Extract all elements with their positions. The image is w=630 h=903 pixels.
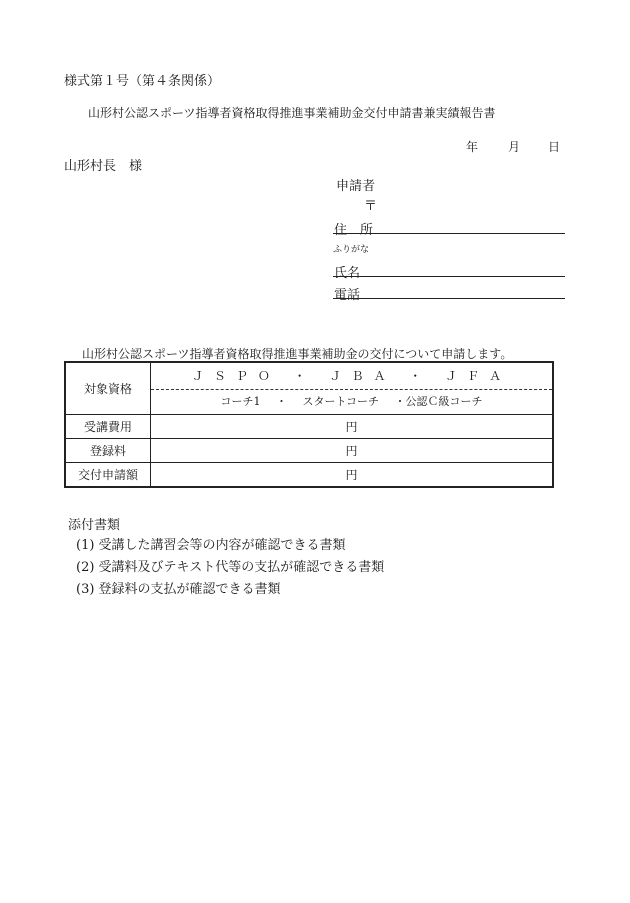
address-label: 住 所 (334, 223, 374, 238)
grant-amount-field[interactable] (151, 463, 554, 488)
form-number: 様式第１号（第４条関係） (64, 74, 221, 89)
table-row (65, 415, 553, 439)
unit-yen: 円 (345, 444, 358, 458)
course-separator: ・ (275, 395, 287, 408)
qualification-row (65, 362, 553, 415)
date-day: 日 (548, 140, 561, 154)
row-label-course-fee: 受講費用 (65, 415, 151, 439)
course-coach1[interactable]: コーチ1 (220, 395, 261, 408)
address-field[interactable] (333, 233, 565, 234)
date-month: 月 (508, 140, 521, 154)
registration-fee-field[interactable] (151, 439, 554, 463)
name-label: 氏名 (334, 266, 361, 281)
document-title: 山形村公認スポーツ指導者資格取得推進事業補助金交付申請書兼実績報告書 (88, 106, 496, 120)
applicant-header: 申請者 (336, 179, 376, 194)
attachment-item: (2) 受講料及びテキスト代等の支払が確認できる書類 (76, 560, 385, 575)
attachment-item: (1) 受講した講習会等の内容が確認できる書類 (76, 538, 346, 553)
name-field[interactable] (333, 276, 565, 277)
unit-yen: 円 (345, 420, 358, 434)
row-label-registration-fee: 登録料 (65, 439, 151, 463)
attachments-title: 添付書類 (68, 518, 121, 533)
row-label-grant-amount: 交付申請額 (65, 463, 151, 488)
phone-field[interactable] (333, 298, 565, 299)
course-options (151, 390, 552, 414)
attachment-item: (3) 登録料の支払が確認できる書類 (76, 582, 281, 597)
addressee: 山形村長 様 (64, 159, 143, 174)
course-start-coach[interactable]: スタートコーチ (302, 395, 380, 408)
date-year: 年 (466, 140, 479, 154)
application-table (64, 361, 554, 488)
table-row (65, 463, 553, 488)
application-statement: 山形村公認スポーツ指導者資格取得推進事業補助金の交付について申請します。 (82, 347, 513, 361)
unit-yen: 円 (345, 468, 358, 482)
phone-label: 電話 (334, 288, 361, 303)
qualification-label: 対象資格 (65, 362, 151, 415)
course-fee-field[interactable] (151, 415, 554, 439)
course-c-class-coach[interactable]: ・公認Ｃ級コーチ (394, 395, 483, 408)
table-row (65, 439, 553, 463)
postal-mark: 〒 (364, 199, 378, 214)
organizations[interactable]: ＪＳＰＯ ・ ＪＢＡ ・ ＪＦＡ (151, 363, 552, 390)
furigana-label: ふりがな (333, 245, 370, 255)
qualification-options (151, 362, 554, 415)
